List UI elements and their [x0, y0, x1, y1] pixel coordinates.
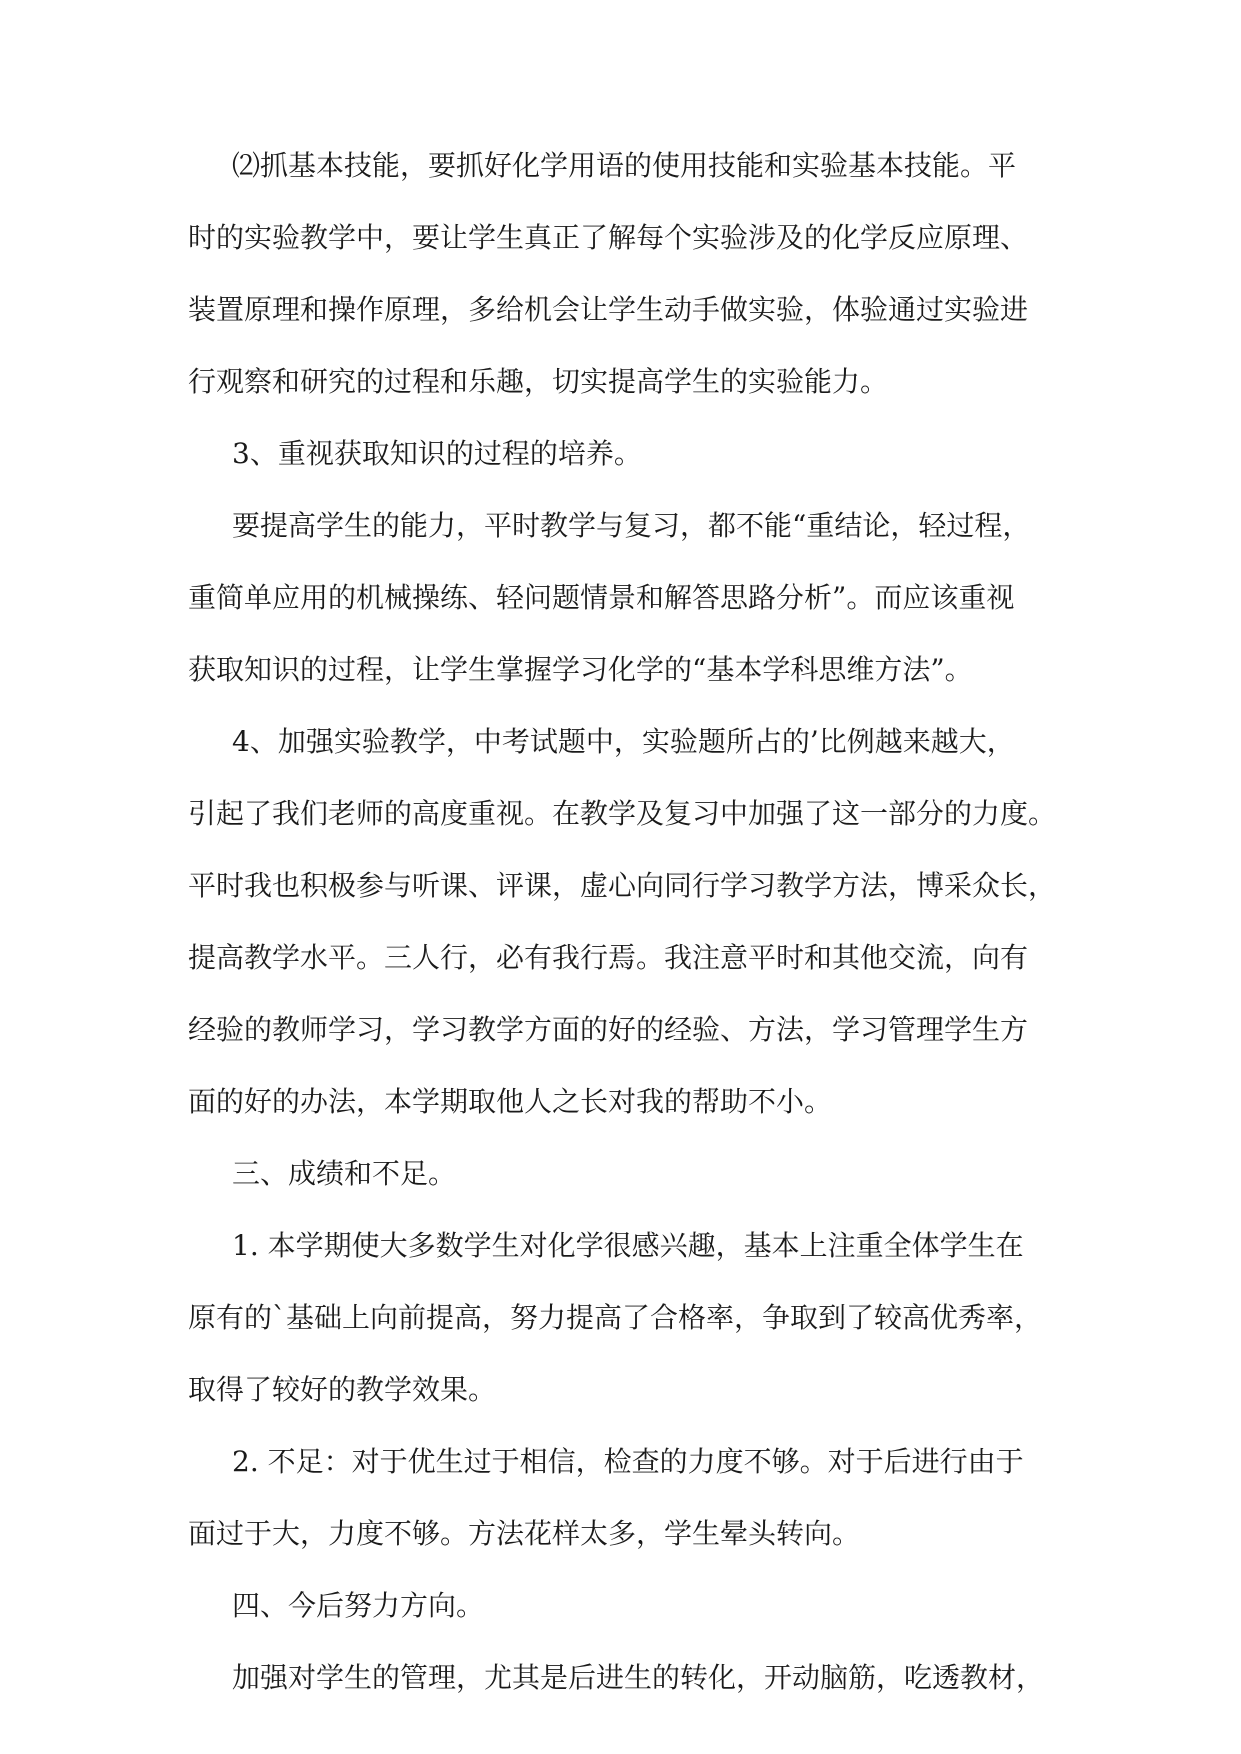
text-line: 获取知识的过程，让学生掌握学习化学的“基本学科思维方法”。 — [188, 653, 973, 686]
text-line: 面过于大，力度不够。方法花样太多，学生晕头转向。 — [188, 1517, 861, 1550]
text-line: ⑵抓基本技能，要抓好化学用语的使用技能和实验基本技能。平 — [232, 149, 1017, 182]
text-line: 平时我也积极参与听课、评课，虚心向同行学习教学方法，博采众长， — [188, 869, 1057, 902]
section-heading: 四、今后努力方向。 — [232, 1589, 485, 1622]
text-line: 2. 不足：对于优生过于相信，检查的力度不够。对于后进行由于 — [232, 1445, 1024, 1478]
text-line: 1. 本学期使大多数学生对化学很感兴趣，基本上注重全体学生在 — [232, 1229, 1024, 1262]
text-line: 时的实验教学中，要让学生真正了解每个实验涉及的化学反应原理、 — [188, 221, 1029, 254]
text-line: 装置原理和操作原理，多给机会让学生动手做实验，体验通过实验进 — [188, 293, 1029, 326]
section-heading: 3、重视获取知识的过程的培养。 — [232, 437, 642, 470]
text-line: 原有的`基础上向前提高，努力提高了合格率，争取到了较高优秀率， — [188, 1301, 1043, 1334]
text-line: 行观察和研究的过程和乐趣，切实提高学生的实验能力。 — [188, 365, 889, 398]
text-line: 重简单应用的机械操练、轻问题情景和解答思路分析”。而应该重视 — [188, 581, 1015, 614]
section-heading: 三、成绩和不足。 — [232, 1157, 457, 1190]
text-line: 面的好的办法，本学期取他人之长对我的帮助不小。 — [188, 1085, 833, 1118]
text-line: 引起了我们老师的高度重视。在教学及复习中加强了这一部分的力度。 — [188, 797, 1057, 830]
text-line: 加强对学生的管理，尤其是后进生的转化，开动脑筋，吃透教材， — [232, 1661, 1045, 1694]
text-line: 要提高学生的能力，平时教学与复习，都不能“重结论，轻过程， — [232, 509, 1031, 542]
text-line: 经验的教师学习，学习教学方面的好的经验、方法，学习管理学生方 — [188, 1013, 1029, 1046]
text-line: 取得了较好的教学效果。 — [188, 1373, 497, 1406]
text-line: 提高教学水平。三人行，必有我行焉。我注意平时和其他交流，向有 — [188, 941, 1029, 974]
text-line: 4、加强实验教学，中考试题中，实验题所占的’比例越来越大， — [232, 725, 1015, 758]
